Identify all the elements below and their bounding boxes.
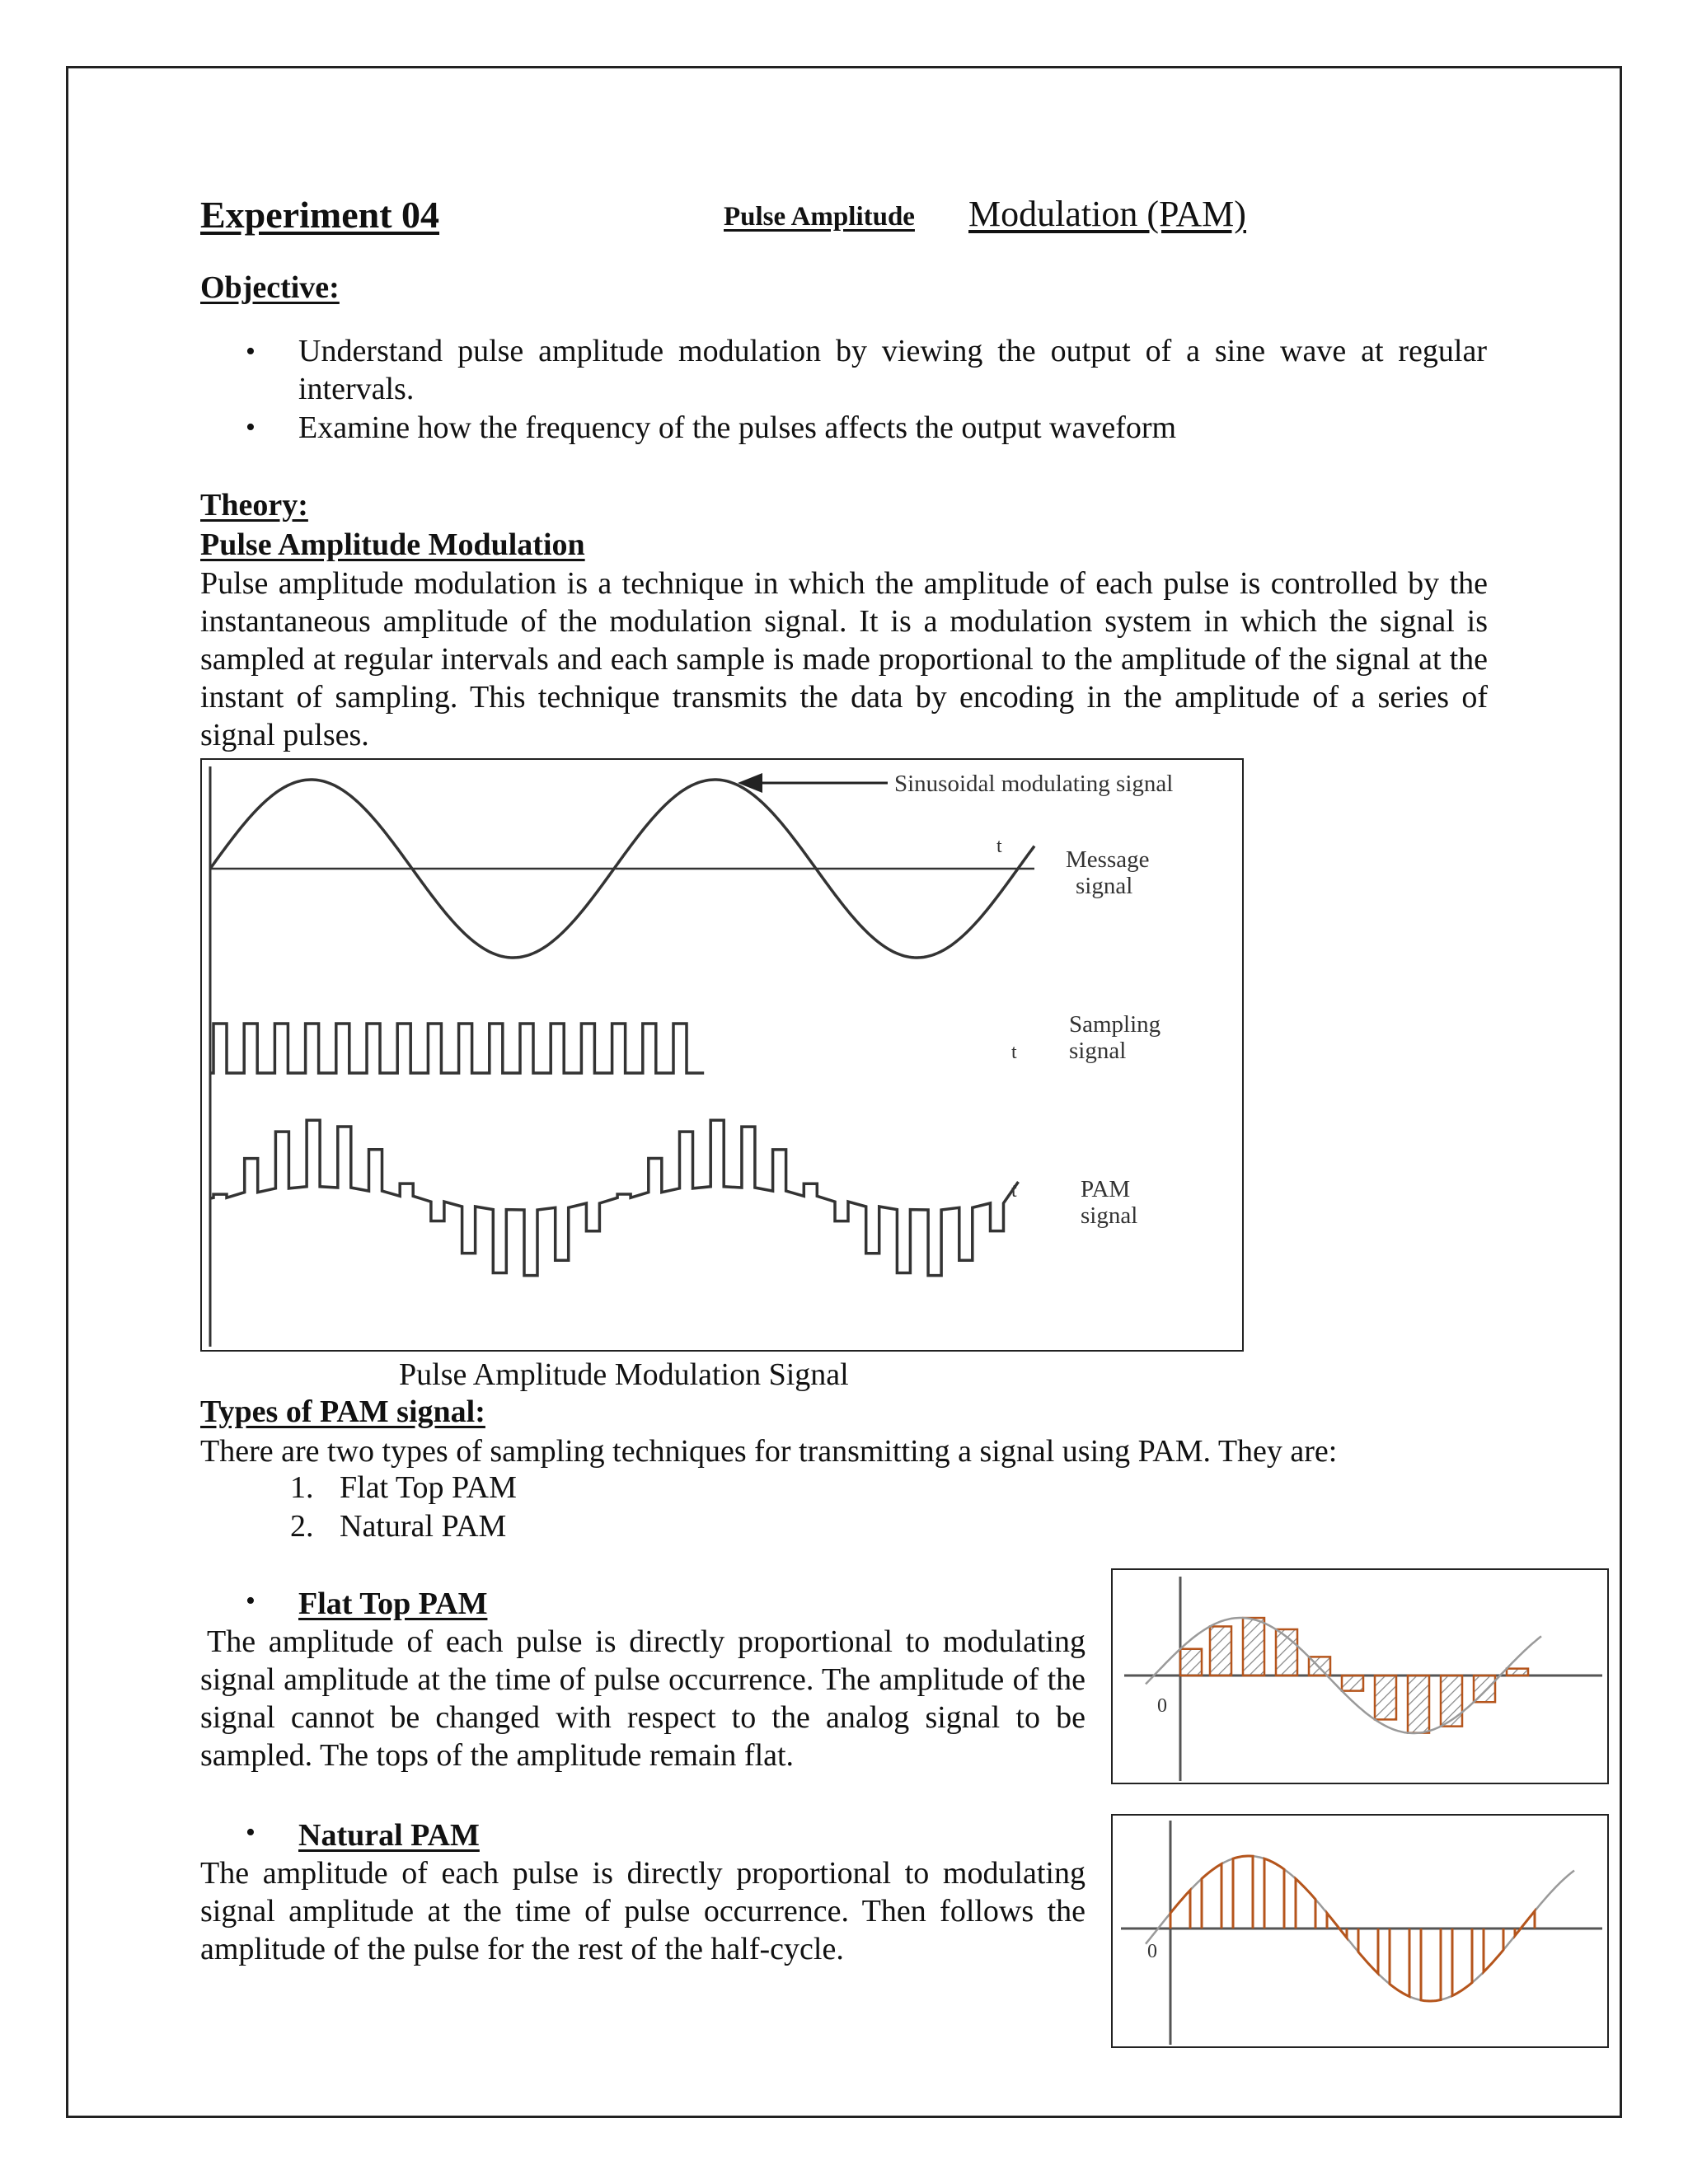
objective-heading: Objective: <box>200 270 340 305</box>
flat-top-heading: Flat Top PAM <box>298 1586 488 1621</box>
natural-pulse <box>1296 1879 1315 1929</box>
flat-top-pulse <box>1375 1675 1396 1719</box>
list-item-natural: Natural PAM <box>340 1509 507 1544</box>
flat-top-pulse <box>1342 1675 1363 1691</box>
natural-pulse <box>1202 1864 1221 1929</box>
theory-heading: Theory: <box>200 488 308 523</box>
flat-top-figure <box>1111 1568 1609 1784</box>
label-pam-2: signal <box>1081 1202 1138 1229</box>
natural-pulse <box>1421 1929 1441 2001</box>
objective-bullet-2: Examine how the frequency of the pulses affects the output waveform <box>298 410 1177 445</box>
bullet-natural: • <box>246 1817 256 1848</box>
natural-pulse <box>1264 1858 1284 1929</box>
axis-t-sampling: t <box>1011 1042 1017 1063</box>
flat-top-zero-label: 0 <box>1157 1695 1167 1717</box>
pam-diagram <box>202 760 1242 1350</box>
list-number-2: 2. <box>290 1509 314 1544</box>
natural-pulse <box>1515 1911 1535 1936</box>
natural-pulse <box>1233 1856 1253 1929</box>
natural-diagram <box>1113 1816 1607 2046</box>
natural-pulse <box>1358 1929 1378 1974</box>
label-pam-1: PAM <box>1081 1176 1131 1202</box>
natural-zero-label: 0 <box>1147 1941 1157 1962</box>
list-item-flat-top: Flat Top PAM <box>340 1470 517 1505</box>
flat-top-pulse <box>1180 1649 1202 1675</box>
types-heading: Types of PAM signal: <box>200 1394 485 1429</box>
theory-subheading: Pulse Amplitude Modulation <box>200 527 585 562</box>
experiment-number: Experiment 04 <box>200 194 440 236</box>
theory-paragraph: Pulse amplitude modulation is a technique in which the amplitude of each pulse is controlled by the instantaneous amplitude of the modulation signal. It is a modulation system in which the signal is sampled at regular intervals and each sample is made proportional to the amplitude of the signal at the instant of sampling. This technique transmits the data by encoding in the amplitude of a series of signal pulses. <box>200 566 1488 752</box>
natural-figure <box>1111 1814 1609 2048</box>
flat-top-pulse <box>1210 1626 1231 1675</box>
title-part-2: Modulation (PAM) <box>968 194 1246 234</box>
flat-top-pulse <box>1507 1669 1528 1675</box>
axis-t-message: t <box>996 836 1002 857</box>
title-part-1: Pulse Amplitude <box>724 202 915 232</box>
bullet-1: • <box>246 336 256 367</box>
flat-top-pulse <box>1408 1675 1429 1733</box>
label-sinusoidal: Sinusoidal modulating signal <box>894 771 1174 797</box>
label-sampling-2: signal <box>1069 1038 1127 1064</box>
bullet-flat-top: • <box>246 1586 256 1616</box>
flat-top-pulse <box>1243 1618 1264 1675</box>
natural-pulse <box>1452 1929 1472 1996</box>
axis-t-pam: t <box>1011 1180 1017 1202</box>
flat-top-diagram <box>1113 1570 1607 1783</box>
natural-pulse <box>1484 1929 1503 1972</box>
label-message-1: Message <box>1066 846 1150 873</box>
natural-pulse <box>1170 1891 1190 1929</box>
types-intro: There are two types of sampling techniques for transmitting a signal using PAM. They are: <box>200 1434 1338 1469</box>
natural-pulse <box>1390 1929 1409 1997</box>
objective-bullet-1: Understand pulse amplitude modulation by viewing the output of a sine wave at regular intervals. <box>298 334 1487 406</box>
natural-paragraph: The amplitude of each pulse is directly proportional to modulating signal amplitude at the time of pulse occurrence. Then follows the amplitude of the pulse for the rest of the half-cycle. <box>200 1856 1085 1966</box>
list-number-1: 1. <box>290 1470 314 1505</box>
bullet-2: • <box>246 412 256 443</box>
natural-pulse <box>1327 1913 1347 1938</box>
pam-figure <box>200 758 1244 1352</box>
flat-top-paragraph: The amplitude of each pulse is directly proportional to modulating signal amplitude at the time of pulse occurrence. The amplitude of the signal cannot be changed with respect to the analog signal to be sampled. The tops of the amplitude remain flat. <box>200 1624 1085 1773</box>
figure-caption: Pulse Amplitude Modulation Signal <box>399 1357 849 1392</box>
natural-heading: Natural PAM <box>298 1818 480 1853</box>
flat-top-pulse <box>1441 1675 1462 1727</box>
label-message-2: signal <box>1076 873 1133 899</box>
label-sampling-1: Sampling <box>1069 1011 1161 1038</box>
